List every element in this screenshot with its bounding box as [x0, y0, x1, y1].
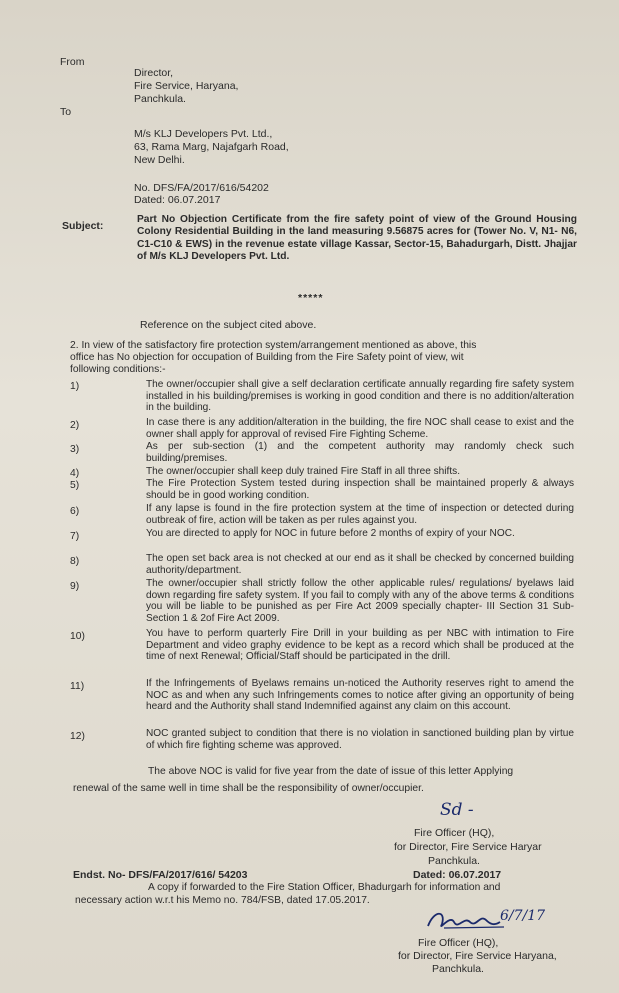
from-label: From — [60, 56, 85, 68]
condition-text: In case there is any addition/alteration in the building, the fire NOC shall cease to exist and the owner shall apply for approval of revised Fire Fighting Scheme. — [146, 417, 574, 440]
condition-text: If any lapse is found in the fire protection system at the time of inspection or detected during outbreak of fire, action will be taken as per rules against you. — [146, 503, 574, 526]
condition-text: The open set back area is not checked at our end as it shall be checked by concerned building authority/department. — [146, 553, 574, 576]
signature-mark: Sd - — [440, 800, 474, 820]
subject-text: Part No Objection Certificate from the fire safety point of view of the Ground Housing Colony Residential Building in the land measuring 9.56875 acres for (Tower No. V, N1- N6, C1-C10 & EWS) in the revenue estate village Kassar, Sector-15, Bahadurgarh, Distt. Jhajjar of M/s KLJ Developers Pvt. Ltd. — [137, 214, 577, 262]
validity-line: The above NOC is valid for five year from the date of issue of this letter Applying — [148, 766, 514, 777]
condition-text: You are directed to apply for NOC in future before 2 months of expiry of your NOC. — [146, 528, 515, 539]
endorsement-date: Dated: 06.07.2017 — [413, 869, 502, 881]
condition-text: If the Infringements of Byelaws remains un-noticed the Authority reserves right to amend the NOC as and when any such Infringements comes to notice after giving an opportunity of being heard and the Authority shall stand Indemnified against any claim on this account. — [146, 678, 574, 713]
from-line: Fire Service, Haryana, — [134, 80, 239, 92]
reference-number: No. DFS/FA/2017/616/54202 — [134, 182, 269, 194]
to-line: M/s KLJ Developers Pvt. Ltd., — [134, 128, 273, 140]
condition-number: 8) — [70, 556, 80, 567]
condition-text: As per sub-section (1) and the competent authority may randomly check such building/premises. — [146, 441, 574, 464]
reference-line: Reference on the subject cited above. — [140, 319, 317, 331]
to-line: 63, Rama Marg, Najafgarh Road, — [134, 141, 289, 153]
signatory-line: Panchkula. — [428, 855, 480, 867]
separator-stars: ***** — [298, 292, 324, 304]
condition-number: 10) — [70, 631, 85, 642]
condition-number: 9) — [70, 581, 80, 592]
subject-label: Subject: — [62, 220, 104, 232]
condition-text: The owner/occupier shall strictly follow the other applicable rules/ regulations/ byelaws laid down regarding fire safety system. If you fail to comply with any of the above terms & conditions you will be liable to be punished as per Fire Act 2009 specially chapter- III Section 31 Sub-Section 1 & 2of Fire Act 2009. — [146, 578, 574, 624]
condition-number: 7) — [70, 531, 80, 542]
condition-number: 3) — [70, 444, 80, 455]
endorsement-line: necessary action w.r.t his Memo no. 784/FSB, dated 17.05.2017. — [75, 895, 370, 906]
condition-number: 11) — [70, 681, 85, 692]
condition-text: NOC granted subject to condition that there is no violation in sanctioned building plan by virtue of which fire fighting scheme was approved. — [146, 728, 574, 751]
condition-number: 2) — [70, 420, 80, 431]
signatory-line: for Director, Fire Service Haryar — [394, 841, 542, 853]
handwritten-date: 6/7/17 — [500, 908, 546, 924]
signatory-line: Fire Officer (HQ), — [414, 827, 495, 839]
condition-text: The owner/occupier shall give a self declaration certificate annually regarding fire safety system installed in his building/premises is working in good condition and there is no addition/alteration in the building. — [146, 379, 574, 414]
condition-number: 4) — [70, 468, 80, 479]
signatory-line: Fire Officer (HQ), — [418, 937, 499, 949]
to-line: New Delhi. — [134, 154, 185, 166]
condition-text: The owner/occupier shall keep duly trained Fire Staff in all three shifts. — [146, 466, 461, 477]
condition-text: You have to perform quarterly Fire Drill in your building as per NBC with intimation to Fire Department and video graphy evidence to be kept as a record which shall be produced at the time of next Renewal; Official/Staff should be participated in the drill. — [146, 628, 574, 663]
condition-number: 1) — [70, 381, 80, 392]
from-line: Director, — [134, 67, 174, 79]
letter-date: Dated: 06.07.2017 — [134, 194, 221, 206]
handwritten-signature — [424, 906, 564, 934]
intro-line: following conditions:- — [70, 364, 166, 375]
condition-number: 12) — [70, 731, 85, 742]
condition-text: The Fire Protection System tested during inspection shall be maintained properly & always should be in good working condition. — [146, 478, 574, 501]
from-line: Panchkula. — [134, 93, 186, 105]
endorsement-line: A copy if forwarded to the Fire Station Officer, Bhadurgarh for information and — [148, 882, 501, 893]
condition-number: 5) — [70, 480, 80, 491]
signatory-line: for Director, Fire Service Haryana, — [398, 950, 557, 962]
to-label: To — [60, 106, 72, 118]
intro-line: 2. In view of the satisfactory fire protection system/arrangement mentioned as above, this — [70, 340, 477, 351]
intro-line: office has No objection for occupation of Building from the Fire Safety point of view, wit — [70, 352, 464, 363]
signatory-line: Panchkula. — [432, 963, 484, 975]
validity-line: renewal of the same well in time shall be the responsibility of owner/occupier. — [73, 783, 424, 794]
endorsement-number: Endst. No- DFS/FA/2017/616/ 54203 — [73, 869, 248, 881]
condition-number: 6) — [70, 506, 80, 517]
